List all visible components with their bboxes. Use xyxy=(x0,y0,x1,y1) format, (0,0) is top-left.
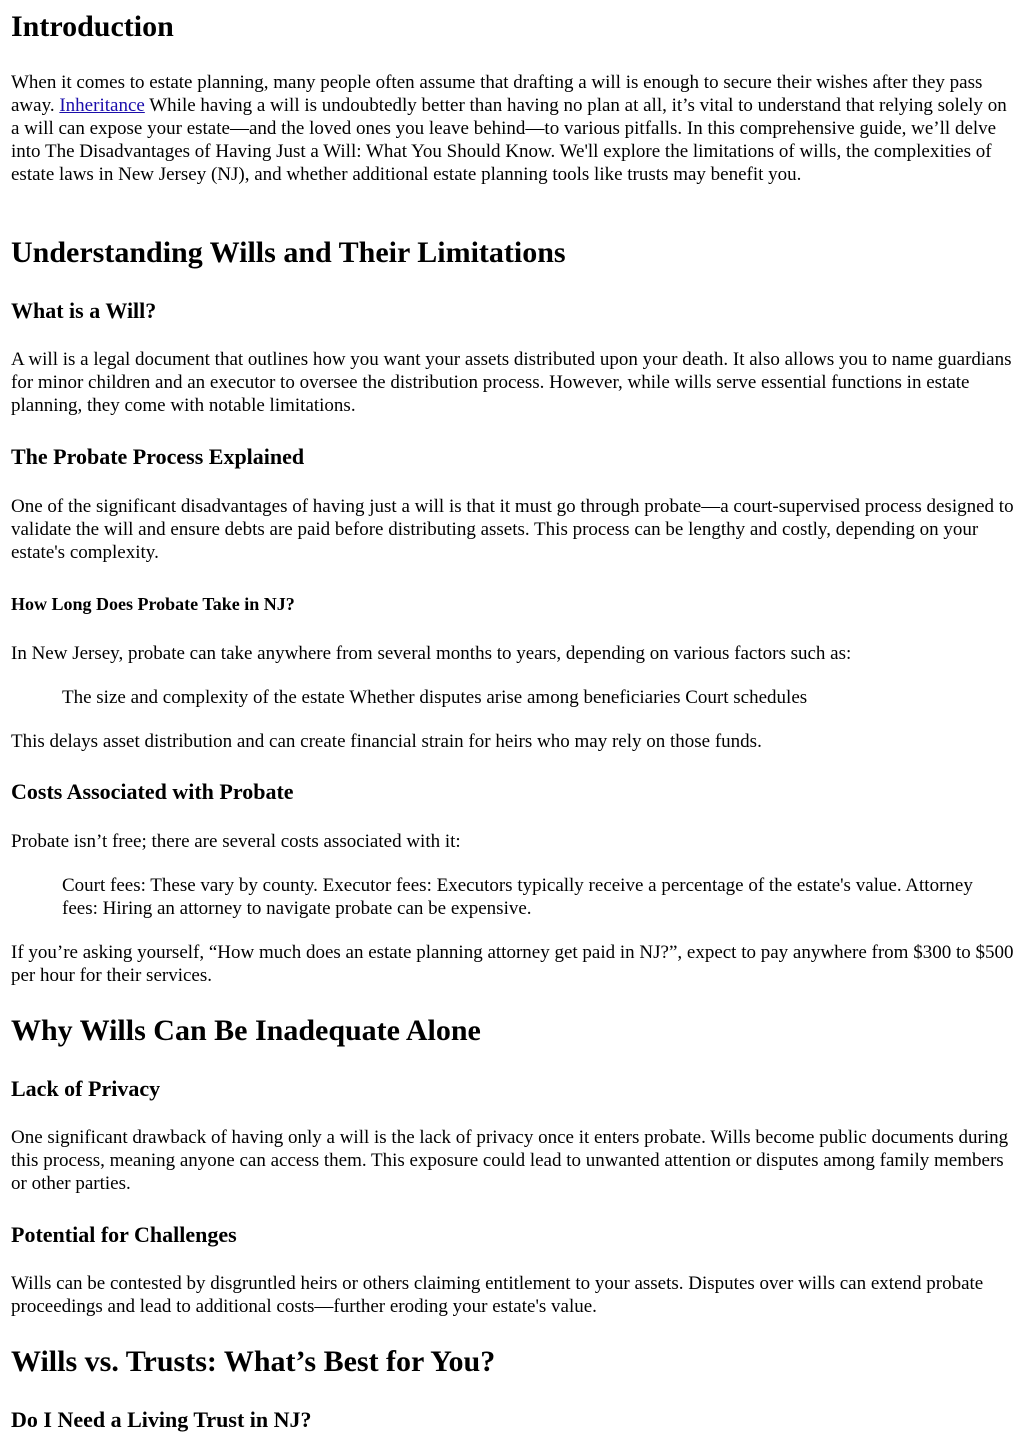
potential-challenges-paragraph: Wills can be contested by disgruntled heirs or others claiming entitlement to your assets. Disputes over wills can extend probate proceedings and lead to additional costs—further eroding your estate's value. xyxy=(11,1273,984,1317)
introduction-heading: Introduction xyxy=(11,10,174,43)
intro-text-after-link: While having a will is undoubtedly better than having no plan at all, it’s vital to understand that relying solely on a will can expose your estate—and the loved ones you leave behind—to various pitfalls. In this comprehensive guide, we’ll delve into The Disadvantages of Having Just a Will: What You Should Know. We'll explore the limitations of wills, the complexities of estate laws in New Jersey (NJ), and whether additional estate planning tools like trusts may benefit you. xyxy=(11,95,1007,185)
introduction-paragraph xyxy=(11,71,1014,186)
intro-text-before-link: When it comes to estate planning, many people often assume that drafting a will is enough to secure their wishes after they pass away. xyxy=(11,72,983,116)
inheritance-link[interactable]: Inheritance xyxy=(59,95,145,116)
lack-of-privacy-paragraph: One significant drawback of having only a will is the lack of privacy once it enters probate. Wills become public documents during this process, meaning anyone can access them. This exposure could lead to unwanted attention or disputes among family members or other parties. xyxy=(11,1127,1009,1194)
attorney-fees-paragraph: If you’re asking yourself, “How much does an estate planning attorney get paid in NJ?”, expect to pay anywhere from $300 to $500 per hour for their services. xyxy=(11,942,1014,986)
probate-duration-heading: How Long Does Probate Take in NJ? xyxy=(11,594,295,614)
why-wills-inadequate-heading: Why Wills Can Be Inadequate Alone xyxy=(11,1014,481,1047)
living-trust-heading: Do I Need a Living Trust in NJ? xyxy=(11,1407,312,1432)
probate-duration-paragraph: In New Jersey, probate can take anywhere from several months to years, depending on various factors such as: xyxy=(11,643,852,664)
what-is-a-will-heading: What is a Will? xyxy=(11,298,157,323)
potential-challenges-heading: Potential for Challenges xyxy=(11,1222,237,1247)
probate-costs-list: Court fees: These vary by county. Executor fees: Executors typically receive a percentage of the estate's value. Attorney fees: Hiring an attorney to navigate probate can be expensive. xyxy=(62,875,973,919)
probate-costs-heading: Costs Associated with Probate xyxy=(11,779,294,804)
delays-paragraph: This delays asset distribution and can create financial strain for heirs who may rely on those funds. xyxy=(11,731,762,752)
probate-factors-list: The size and complexity of the estate Whether disputes arise among beneficiaries Court schedules xyxy=(62,687,808,708)
understanding-wills-heading: Understanding Wills and Their Limitations xyxy=(11,236,566,269)
probate-process-heading: The Probate Process Explained xyxy=(11,444,305,469)
wills-vs-trusts-heading: Wills vs. Trusts: What’s Best for You? xyxy=(11,1345,496,1378)
probate-process-paragraph: One of the significant disadvantages of having just a will is that it must go through probate—a court-supervised process designed to validate the will and ensure debts are paid before distributing assets. This process can be lengthy and costly, depending on your estate's complexity. xyxy=(11,496,1014,563)
probate-costs-paragraph: Probate isn’t free; there are several costs associated with it: xyxy=(11,831,461,852)
lack-of-privacy-heading: Lack of Privacy xyxy=(11,1076,161,1101)
what-is-a-will-paragraph: A will is a legal document that outlines how you want your assets distributed upon your death. It also allows you to name guardians for minor children and an executor to oversee the distribution process. However, while wills serve essential functions in estate planning, they come with notable limitations. xyxy=(11,349,1012,416)
